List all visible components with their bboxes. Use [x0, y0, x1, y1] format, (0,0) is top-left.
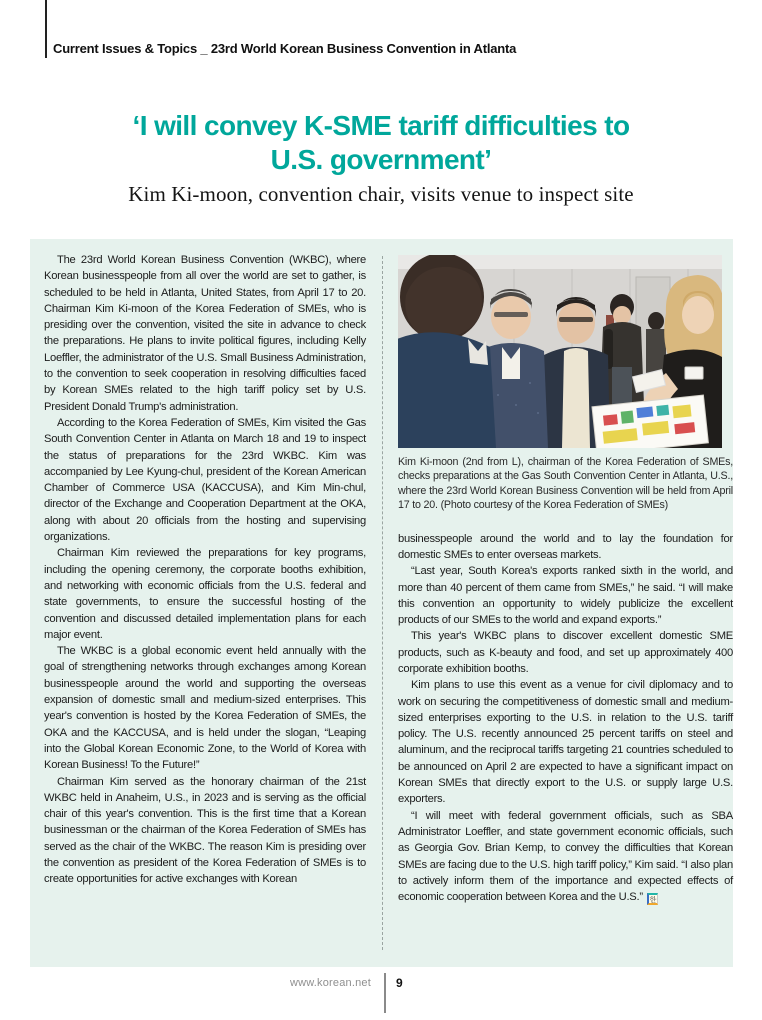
footer-site-url: www.korean.net — [289, 977, 371, 989]
paragraph: This year's WKBC plans to discover excellent domestic SME products, such as K-beauty and food, and set up approximately 400 corporate exhibition booths. — [398, 630, 733, 675]
paragraph: Chairman Kim served as the honorary chairman of the 21st WKBC held in Anaheim, U.S., in 2023 and is serving as the official chair of this year's convention. This is the first time that a Korean businessman or the chairman of the Korea Federation of SMEs has served as the chair of the WKBC. The reason Kim is presiding over the convention as president of the Korea Federation of SMEs is to create opportunities for active exchanges with Korean — [44, 775, 366, 886]
paragraph — [398, 808, 733, 906]
right-column — [398, 255, 733, 905]
paragraph: According to the Korea Federation of SMEs, Kim visited the Gas South Convention Center in Atlanta on March 18 and 19 to inspect the status of preparations for the 23rd WKBC. Kim was accompanied by Lee Kyung-chul, president of the Korean American Chamber of Commerce USA (KACCUSA), and Kim Min-chul, director of the Exchange and Cooperation Department at the OKA, along with about 20 officials from the hosting and supervising organizations. — [44, 416, 366, 544]
photo-inspection-scene — [398, 255, 722, 448]
paragraph: “Last year, South Korea's exports ranked sixth in the world, and more than 40 percent of them came from SMEs,” he said. “I will make this convention an opportunity to widely publicize the excellent products of our SMEs to the world and expand exports.” — [398, 565, 733, 627]
photo-caption: Kim Ki-moon (2nd from L), chairman of the Korea Federation of SMEs, checks preparations at the Gas South Convention Center in Atlanta, U.S., where the 23rd World Korean Business Convention will be held from April 17 to 20. (Photo courtesy of the Korea Federation of SMEs) — [398, 456, 733, 512]
right-column-body — [398, 531, 733, 906]
paragraph: Kim plans to use this event as a venue for civil diplomacy and to work on securing the competitiveness of domestic small and medium-sized enterprises exporting to the U.S. in relation to the U.S. tariff policy. The U.S. recently announced 25 percent tariffs on steel and aluminum, and the reciprocal tariffs targeting 21 countries scheduled to be announced on April 2 are expected to have a significant impact on Korean SMEs that directly export to the U.S. or supply large U.S. exporters. — [398, 679, 733, 806]
column-divider — [382, 256, 383, 950]
footer-divider — [384, 973, 386, 1013]
header-rule — [45, 0, 47, 58]
headline-line2: U.S. government’ — [270, 144, 492, 175]
paragraph: Chairman Kim reviewed the preparations for key programs, including the opening ceremony, the corporate booths exhibition, and networking with economic officials from the U.S. federal and state governments, to ensure the successful hosting of the convention and discussed detailed implementation plans for each major event. — [44, 547, 366, 641]
article-subtitle: Kim Ki-moon, convention chair, visits venue to inspect site — [128, 182, 634, 206]
person-foreground-back — [398, 255, 496, 448]
headline-line1: ‘I will convey K-SME tariff difficulties to — [132, 110, 630, 141]
end-of-article-mark: 한 — [647, 893, 658, 905]
article-headline — [0, 109, 762, 177]
section-label: Current Issues & Topics _ 23rd World Korean Business Convention in Atlanta — [53, 41, 517, 56]
paragraph: businesspeople around the world and to lay the foundation for domestic SMEs to enter overseas markets. — [398, 532, 733, 561]
footer-page-number: 9 — [396, 976, 403, 990]
left-column — [44, 252, 366, 888]
article-photo — [398, 255, 722, 448]
paragraph: The 23rd World Korean Business Convention (WKBC), where Korean businesspeople from all over the world are set to gather, is scheduled to be held in Atlanta, United States, from April 17 to 20. Chairman Kim Ki-moon of the Korea Federation of SMEs, who is presiding over the convention, visited the site in advance to check the preparations. He plans to invite political figures, including Kelly Loeffler, the administrator of the U.S. Small Business Administration, to the convention to seek cooperation in resolving difficulties faced by Korean SMEs related to the high tariff policy set by U.S. President Donald Trump's administration. — [44, 254, 366, 413]
paragraph: The WKBC is a global economic event held annually with the goal of strengthening networks through exchanges among Korean businesspeople around the world and supporting the overseas expansion of domestic small and medium-sized enterprises. This year's convention is hosted by the Korea Federation of SMEs, the OKA and the KACCUSA, and is held under the slogan, “Leaping into the Global Korean Economic Zone, to the World of Korea with Korean Business! To the Future!” — [44, 645, 366, 772]
paragraph-text: “I will meet with federal government officials, such as SBA Administrator Loeffler, and state government economic officials, such as Georgia Gov. Brian Kemp, to convey the difficulties that Korean SMEs are facing due to the U.S. high tariff policy,” Kim said. “I also plan to actively inform them of the importance and expected effects of economic cooperation between Korea and the U.S.” — [398, 809, 733, 904]
